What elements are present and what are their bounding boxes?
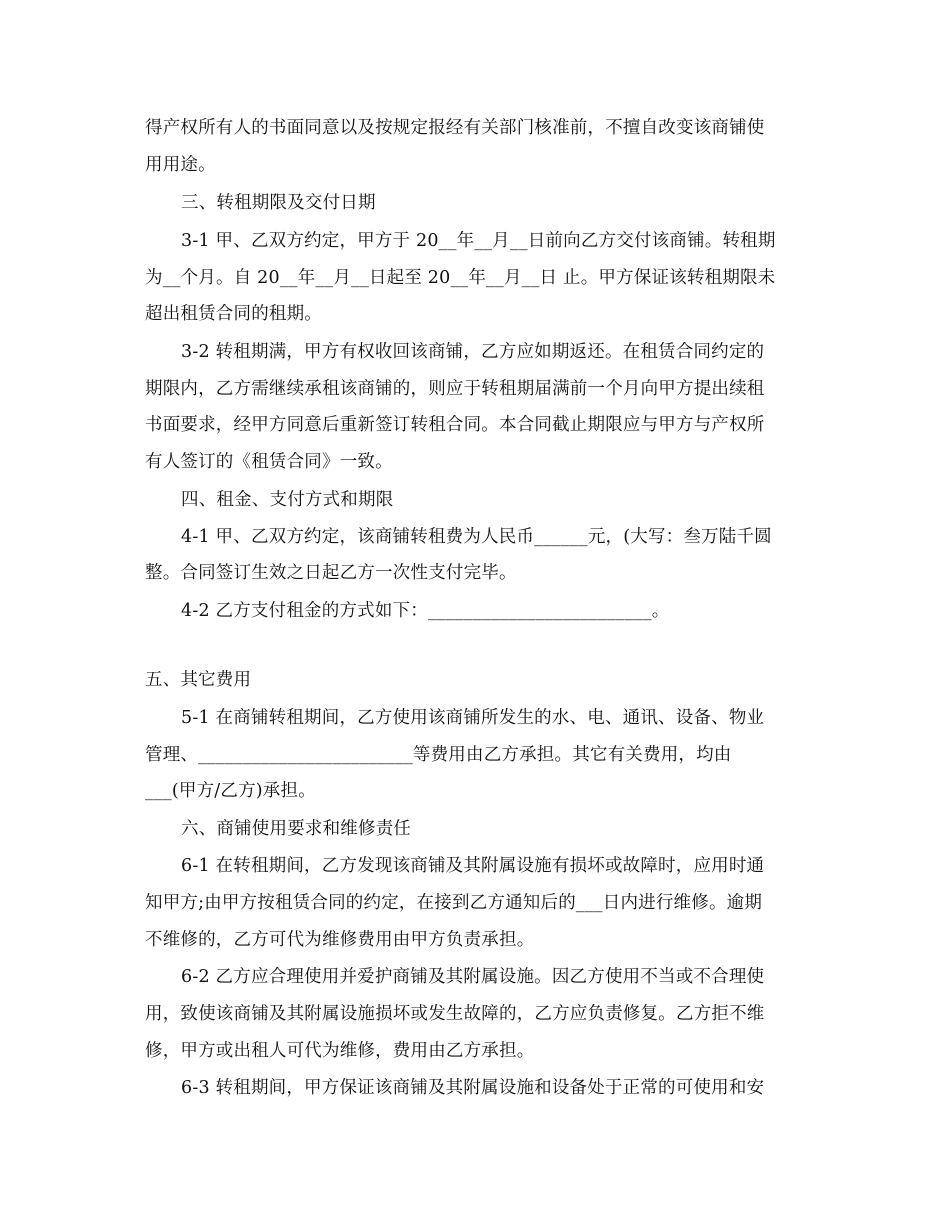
section-heading-5: 五、其它费用 [145, 670, 252, 690]
text-line: 3-2 转租期满，甲方有权收回该商铺，乙方应如期返还。在租赁合同约定的 [181, 342, 765, 362]
text-line: 知甲方;由甲方按租赁合同的约定，在接到乙方通知后的___日内进行维修。逾期 [145, 893, 763, 913]
text-line: 期限内，乙方需继续承租该商铺的，则应于转租期届满前一个月向甲方提出续租 [145, 379, 765, 399]
text-line: 用用途。 [145, 155, 216, 175]
section-heading-6: 六、商铺使用要求和维修责任 [181, 819, 412, 839]
text-line: 4-1 甲、乙双方约定，该商铺转租费为人民币______元，(大写：叁万陆千圆 [181, 527, 772, 547]
text-line: 不维修的，乙方可代为维修费用由甲方负责承担。 [145, 930, 535, 950]
text-line: 6-2 乙方应合理使用并爱护商铺及其附属设施。因乙方使用不当或不合理使 [181, 967, 765, 987]
text-line: 书面要求，经甲方同意后重新签订转租合同。本合同截止期限应与甲方与产权所 [145, 415, 765, 435]
text-line: 4-2 乙方支付租金的方式如下：_________________________。 [181, 601, 670, 621]
text-line: 用，致使该商铺及其附属设施损坏或发生故障的，乙方应负责修复。乙方拒不维 [145, 1004, 765, 1024]
text-line: 修，甲方或出租人可代为维修，费用由乙方承担。 [145, 1041, 535, 1061]
text-line: 得产权所有人的书面同意以及按规定报经有关部门核准前，不擅自改变该商铺使 [145, 118, 765, 138]
text-line: 3-1 甲、乙双方约定，甲方于 20__年__月__日前向乙方交付该商铺。转租期 [181, 231, 776, 251]
text-line: 5-1 在商铺转租期间，乙方使用该商铺所发生的水、电、通讯、设备、物业 [181, 708, 765, 728]
text-line: 有人签订的《租赁合同》一致。 [145, 452, 393, 472]
text-line: 整。合同签订生效之日起乙方一次性支付完毕。 [145, 563, 517, 583]
text-line: 管理、________________________等费用由乙方承担。其它有关费用，均由 [145, 745, 732, 765]
section-heading-4: 四、租金、支付方式和期限 [181, 490, 394, 510]
text-line: 6-1 在转租期间，乙方发现该商铺及其附属设施有损坏或故障时，应用时通 [181, 856, 765, 876]
text-line: 超出租赁合同的租期。 [145, 304, 322, 324]
text-line: ___(甲方/乙方)承担。 [145, 781, 316, 801]
text-line: 6-3 转租期间，甲方保证该商铺及其附属设施和设备处于正常的可使用和安 [181, 1078, 765, 1098]
text-line: 为__个月。自 20__年__月__日起至 20__年__月__日 止。甲方保证该转租期限未 [145, 268, 776, 288]
section-heading-3: 三、转租期限及交付日期 [181, 193, 376, 213]
